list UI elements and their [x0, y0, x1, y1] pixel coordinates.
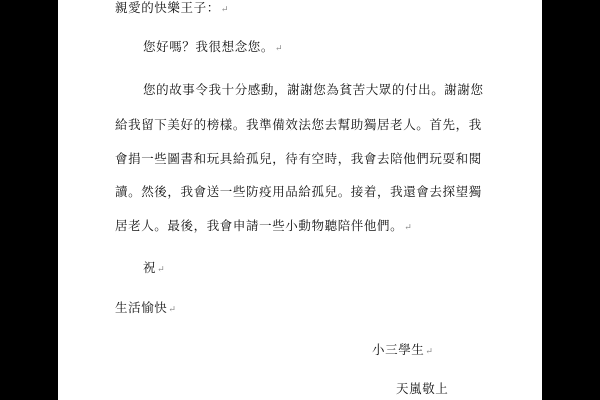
paragraph-mark-icon: ↵: [157, 265, 165, 275]
paragraph-mark-icon: ↵: [168, 305, 176, 315]
body-line-5: [115, 218, 412, 236]
signature-role-text: 小三學生: [372, 342, 425, 357]
body-text: 讀。然後，我會送一些防疫用品給孤兒。接着，我還會去探望獨: [115, 184, 482, 199]
paragraph-mark-icon: ↵: [275, 44, 283, 54]
paragraph-mark-icon: ↵: [425, 347, 433, 357]
signature-role-line: [372, 342, 433, 360]
salutation-text: 親愛的快樂王子：: [115, 0, 220, 15]
closing-blessing-text: 生活愉快: [115, 300, 168, 315]
document-page: [58, 0, 542, 400]
signature-name-text: 天嵐敬上: [396, 381, 449, 396]
body-line-2: [115, 117, 482, 133]
signature-name-line: [396, 381, 448, 397]
paragraph-mark-icon: ↵: [220, 5, 229, 15]
body-line-1: [143, 82, 484, 98]
body-text: 會捐一些圖書和玩具給孤兒，待有空時，我會去陪他們玩耍和閱: [115, 151, 482, 166]
body-text: 您的故事令我十分感動，謝謝您為貧苦大眾的付出。謝謝您: [143, 82, 484, 97]
greeting-text: 您好嗎？我很想念您。: [143, 39, 275, 54]
paragraph-mark-icon: ↵: [404, 223, 412, 233]
closing-blessing-line: [115, 300, 176, 318]
body-line-4: [115, 184, 482, 200]
closing-wish-text: 祝: [143, 260, 157, 275]
body-line-3: [115, 151, 482, 167]
body-text: 給我留下美好的榜樣。我準備效法您去幫助獨居老人。首先，我: [115, 117, 482, 132]
closing-wish-line: [143, 260, 165, 278]
greeting-line: [143, 39, 283, 57]
body-text: 居老人。最後，我會申請一些小動物聽陪伴他們。: [115, 218, 404, 233]
salutation-line: [115, 0, 228, 18]
